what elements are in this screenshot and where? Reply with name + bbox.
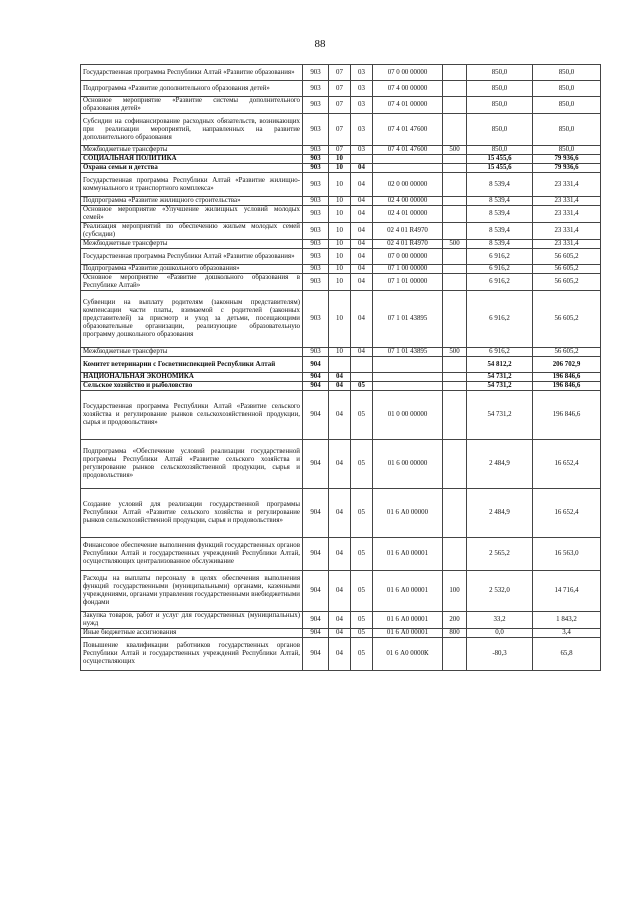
target-code: [373, 382, 443, 391]
target-code: 07 4 01 47600: [373, 146, 443, 155]
target-code: 02 0 00 00000: [373, 173, 443, 197]
table-row: [81, 489, 601, 538]
subsection-code: 04: [351, 240, 373, 249]
row-name: Государственная программа Республики Алтай «Развитие сельского хозяйства и регулирование рынков сельскохозяйственной продукции, сырья и продовольствия»: [81, 391, 303, 440]
expense-type: [443, 357, 467, 373]
page-number: 88: [314, 38, 326, 50]
section-code: 04: [329, 391, 351, 440]
expense-type: [443, 164, 467, 173]
expense-type: 500: [443, 240, 467, 249]
expense-type: [443, 440, 467, 489]
row-name: Создание условий для реализации государственной программы Республики Алтай «Развитие сельского хозяйства и регулирование рынков сельскохозяйственной продукции, сырья и продовольствия»: [81, 489, 303, 538]
section-code: 07: [329, 146, 351, 155]
ministry-code: 903: [303, 274, 329, 291]
target-code: 07 4 00 00000: [373, 81, 443, 97]
table-row: [81, 382, 601, 391]
section-code: 10: [329, 249, 351, 265]
amount-year-2: 23 331,4: [533, 173, 601, 197]
section-code: 07: [329, 114, 351, 146]
row-name: СОЦИАЛЬНАЯ ПОЛИТИКА: [81, 155, 303, 164]
amount-year-2: 23 331,4: [533, 197, 601, 206]
subsection-code: 05: [351, 440, 373, 489]
subsection-code: 03: [351, 97, 373, 114]
budget-table-body: [81, 65, 601, 671]
expense-type: 200: [443, 612, 467, 629]
table-row: [81, 571, 601, 612]
table-row: [81, 638, 601, 671]
subsection-code: 05: [351, 391, 373, 440]
target-code: 02 4 00 00000: [373, 197, 443, 206]
amount-year-1: 850,0: [467, 65, 533, 81]
section-code: 04: [329, 489, 351, 538]
table-row: [81, 206, 601, 223]
row-name: Подпрограмма «Развитие дополнительного образования детей»: [81, 81, 303, 97]
amount-year-1: 8 539,4: [467, 173, 533, 197]
amount-year-2: 850,0: [533, 81, 601, 97]
table-row: [81, 291, 601, 348]
table-row: [81, 223, 601, 240]
subsection-code: 04: [351, 291, 373, 348]
expense-type: [443, 489, 467, 538]
ministry-code: 903: [303, 197, 329, 206]
amount-year-2: 65,8: [533, 638, 601, 671]
row-name: Подпрограмма «Обеспечение условий реализации государственной программы Республики Алтай «Развитие сельского хозяйства и регулирование рынков сельскохозяйственной продукции, сырья и продовольствия»: [81, 440, 303, 489]
ministry-code: 903: [303, 206, 329, 223]
target-code: 01 6 А0 00001: [373, 629, 443, 638]
subsection-code: 05: [351, 638, 373, 671]
target-code: 01 6 А0 00001: [373, 571, 443, 612]
amount-year-2: 196 846,6: [533, 391, 601, 440]
subsection-code: [351, 357, 373, 373]
target-code: 01 6 А0 00001: [373, 612, 443, 629]
section-code: 04: [329, 612, 351, 629]
amount-year-2: 850,0: [533, 146, 601, 155]
amount-year-1: 850,0: [467, 97, 533, 114]
budget-table: [80, 64, 601, 671]
target-code: 01 0 00 00000: [373, 391, 443, 440]
table-row: [81, 146, 601, 155]
target-code: 07 1 01 43895: [373, 291, 443, 348]
ministry-code: 903: [303, 65, 329, 81]
expense-type: [443, 173, 467, 197]
row-name: Основное мероприятие «Развитие системы дополнительного образования детей»: [81, 97, 303, 114]
row-name: Межбюджетные трансферты: [81, 146, 303, 155]
table-row: [81, 538, 601, 571]
target-code: 01 6 А0 0000К: [373, 638, 443, 671]
target-code: 01 6 00 00000: [373, 440, 443, 489]
row-name: Субсидии на софинансирование расходных обязательств, возникающих при реализации мероприятий, направленных на развитие дополнительного образования: [81, 114, 303, 146]
amount-year-2: 56 605,2: [533, 291, 601, 348]
amount-year-2: 14 716,4: [533, 571, 601, 612]
table-row: [81, 155, 601, 164]
expense-type: 800: [443, 629, 467, 638]
section-code: 04: [329, 373, 351, 382]
row-name: Подпрограмма «Развитие дошкольного образования»: [81, 265, 303, 274]
ministry-code: 904: [303, 538, 329, 571]
amount-year-1: 6 916,2: [467, 249, 533, 265]
amount-year-1: 0,0: [467, 629, 533, 638]
amount-year-1: 54 731,2: [467, 382, 533, 391]
amount-year-1: 8 539,4: [467, 240, 533, 249]
amount-year-1: 6 916,2: [467, 274, 533, 291]
ministry-code: 903: [303, 81, 329, 97]
amount-year-1: 8 539,4: [467, 197, 533, 206]
row-name: Иные бюджетные ассигнования: [81, 629, 303, 638]
amount-year-1: 2 532,0: [467, 571, 533, 612]
table-row: [81, 348, 601, 357]
row-name: Основное мероприятие «Улучшение жилищных условий молодых семей»: [81, 206, 303, 223]
section-code: 04: [329, 629, 351, 638]
ministry-code: 903: [303, 114, 329, 146]
ministry-code: 904: [303, 391, 329, 440]
subsection-code: 04: [351, 265, 373, 274]
row-name: Сельское хозяйство и рыболовство: [81, 382, 303, 391]
subsection-code: 04: [351, 249, 373, 265]
target-code: 07 1 00 00000: [373, 265, 443, 274]
table-row: [81, 373, 601, 382]
subsection-code: 05: [351, 612, 373, 629]
expense-type: [443, 638, 467, 671]
row-name: Повышение квалификации работников государственных органов Республики Алтай и государственных учреждений Республики Алтай, осуществляющих: [81, 638, 303, 671]
ministry-code: 904: [303, 629, 329, 638]
target-code: [373, 155, 443, 164]
ministry-code: 904: [303, 489, 329, 538]
amount-year-2: 3,4: [533, 629, 601, 638]
amount-year-2: 16 652,4: [533, 489, 601, 538]
ministry-code: 903: [303, 155, 329, 164]
section-code: 07: [329, 65, 351, 81]
ministry-code: 904: [303, 612, 329, 629]
subsection-code: 04: [351, 206, 373, 223]
subsection-code: 05: [351, 382, 373, 391]
target-code: 02 4 01 R4970: [373, 223, 443, 240]
expense-type: [443, 114, 467, 146]
ministry-code: 904: [303, 382, 329, 391]
section-code: 10: [329, 240, 351, 249]
expense-type: [443, 223, 467, 240]
target-code: 02 4 01 R4970: [373, 240, 443, 249]
row-name: Межбюджетные трансферты: [81, 348, 303, 357]
amount-year-2: 16 563,0: [533, 538, 601, 571]
target-code: 07 4 01 00000: [373, 97, 443, 114]
expense-type: [443, 291, 467, 348]
table-row: [81, 97, 601, 114]
expense-type: [443, 382, 467, 391]
expense-type: [443, 249, 467, 265]
expense-type: 500: [443, 348, 467, 357]
row-name: Государственная программа Республики Алтай «Развитие жилищно-коммунального и транспортного комплекса»: [81, 173, 303, 197]
amount-year-1: 2 484,9: [467, 489, 533, 538]
row-name: Основное мероприятие «Развитие дошкольного образования в Республике Алтай»: [81, 274, 303, 291]
amount-year-1: 2 484,9: [467, 440, 533, 489]
row-name: Государственная программа Республики Алтай «Развитие образования»: [81, 65, 303, 81]
table-row: [81, 81, 601, 97]
amount-year-1: -80,3: [467, 638, 533, 671]
section-code: 10: [329, 206, 351, 223]
ministry-code: 903: [303, 173, 329, 197]
ministry-code: 903: [303, 223, 329, 240]
amount-year-2: 23 331,4: [533, 206, 601, 223]
amount-year-1: 54 731,2: [467, 373, 533, 382]
subsection-code: 05: [351, 629, 373, 638]
amount-year-2: 56 605,2: [533, 249, 601, 265]
table-row: [81, 440, 601, 489]
section-code: 07: [329, 97, 351, 114]
table-row: [81, 391, 601, 440]
section-code: 10: [329, 265, 351, 274]
table-row: [81, 249, 601, 265]
amount-year-1: 54 731,2: [467, 391, 533, 440]
amount-year-1: 54 812,2: [467, 357, 533, 373]
row-name: Охрана семьи и детства: [81, 164, 303, 173]
ministry-code: 904: [303, 373, 329, 382]
expense-type: 100: [443, 571, 467, 612]
expense-type: [443, 373, 467, 382]
expense-type: [443, 538, 467, 571]
subsection-code: 04: [351, 348, 373, 357]
subsection-code: 04: [351, 173, 373, 197]
ministry-code: 903: [303, 146, 329, 155]
expense-type: [443, 391, 467, 440]
section-code: 10: [329, 197, 351, 206]
amount-year-2: 56 605,2: [533, 265, 601, 274]
table-row: [81, 240, 601, 249]
expense-type: [443, 81, 467, 97]
ministry-code: 904: [303, 638, 329, 671]
expense-type: [443, 274, 467, 291]
table-row: [81, 65, 601, 81]
expense-type: [443, 197, 467, 206]
ministry-code: 903: [303, 291, 329, 348]
amount-year-2: 23 331,4: [533, 223, 601, 240]
section-code: 10: [329, 223, 351, 240]
section-code: 07: [329, 81, 351, 97]
row-name: Подпрограмма «Развитие жилищного строительства»: [81, 197, 303, 206]
subsection-code: 04: [351, 164, 373, 173]
section-code: 04: [329, 538, 351, 571]
subsection-code: 05: [351, 489, 373, 538]
amount-year-1: 850,0: [467, 114, 533, 146]
amount-year-2: 206 702,9: [533, 357, 601, 373]
target-code: 07 1 01 43895: [373, 348, 443, 357]
section-code: 04: [329, 638, 351, 671]
amount-year-1: 2 565,2: [467, 538, 533, 571]
table-row: [81, 265, 601, 274]
target-code: 01 6 А0 00001: [373, 538, 443, 571]
row-name: Закупка товаров, работ и услуг для государственных (муниципальных) нужд: [81, 612, 303, 629]
amount-year-1: 850,0: [467, 146, 533, 155]
section-code: 10: [329, 164, 351, 173]
ministry-code: 903: [303, 348, 329, 357]
table-row: [81, 274, 601, 291]
ministry-code: 903: [303, 97, 329, 114]
ministry-code: 904: [303, 357, 329, 373]
row-name: Комитет ветеринарии с Госветинспекцией Республики Алтай: [81, 357, 303, 373]
ministry-code: 903: [303, 240, 329, 249]
section-code: 10: [329, 274, 351, 291]
expense-type: [443, 155, 467, 164]
amount-year-1: 6 916,2: [467, 348, 533, 357]
amount-year-2: 79 936,6: [533, 164, 601, 173]
target-code: 02 4 01 00000: [373, 206, 443, 223]
row-name: Субвенции на выплату родителям (законным представителям) компенсации части платы, взимаемой с родителей (законных представителей) за присмотр и уход за детьми, посещающими образовательные организации, реализующие образовательную программу дошкольного образования: [81, 291, 303, 348]
target-code: [373, 357, 443, 373]
amount-year-2: 196 846,6: [533, 382, 601, 391]
section-code: 10: [329, 173, 351, 197]
section-code: 04: [329, 440, 351, 489]
table-row: [81, 197, 601, 206]
ministry-code: 904: [303, 571, 329, 612]
subsection-code: 03: [351, 81, 373, 97]
subsection-code: 03: [351, 65, 373, 81]
expense-type: [443, 97, 467, 114]
row-name: Расходы на выплаты персоналу в целях обеспечения выполнения функций государственными (муниципальными) органами, казенными учреждениями, органами управления государственными внебюджетными фондами: [81, 571, 303, 612]
subsection-code: [351, 373, 373, 382]
row-name: Реализация мероприятий по обеспечению жильем молодых семей (субсидии): [81, 223, 303, 240]
table-row: [81, 173, 601, 197]
subsection-code: 05: [351, 571, 373, 612]
row-name: Финансовое обеспечение выполнения функций государственных органов Республики Алтай и государственных учреждений Республики Алтай, осуществляющих централизованное обслуживание: [81, 538, 303, 571]
expense-type: [443, 265, 467, 274]
section-code: 10: [329, 155, 351, 164]
subsection-code: [351, 155, 373, 164]
section-code: 10: [329, 348, 351, 357]
ministry-code: 903: [303, 265, 329, 274]
amount-year-1: 15 455,6: [467, 164, 533, 173]
amount-year-2: 196 846,6: [533, 373, 601, 382]
target-code: 07 0 00 00000: [373, 249, 443, 265]
amount-year-2: 16 652,4: [533, 440, 601, 489]
amount-year-2: 56 605,2: [533, 348, 601, 357]
table-row: [81, 164, 601, 173]
table-row: [81, 612, 601, 629]
amount-year-2: 850,0: [533, 114, 601, 146]
amount-year-1: 6 916,2: [467, 265, 533, 274]
target-code: 07 1 01 00000: [373, 274, 443, 291]
expense-type: [443, 206, 467, 223]
target-code: 07 4 01 47600: [373, 114, 443, 146]
ministry-code: 904: [303, 440, 329, 489]
amount-year-2: 56 605,2: [533, 274, 601, 291]
target-code: [373, 373, 443, 382]
table-row: [81, 629, 601, 638]
section-code: 04: [329, 571, 351, 612]
expense-type: [443, 65, 467, 81]
subsection-code: 04: [351, 274, 373, 291]
amount-year-2: 1 843,2: [533, 612, 601, 629]
amount-year-1: 33,2: [467, 612, 533, 629]
ministry-code: 903: [303, 249, 329, 265]
target-code: [373, 164, 443, 173]
table-row: [81, 114, 601, 146]
expense-type: 500: [443, 146, 467, 155]
amount-year-2: 79 936,6: [533, 155, 601, 164]
ministry-code: 903: [303, 164, 329, 173]
row-name: Государственная программа Республики Алтай «Развитие образования»: [81, 249, 303, 265]
section-code: [329, 357, 351, 373]
subsection-code: 04: [351, 223, 373, 240]
section-code: 10: [329, 291, 351, 348]
table-row: [81, 357, 601, 373]
amount-year-1: 15 455,6: [467, 155, 533, 164]
row-name: НАЦИОНАЛЬНАЯ ЭКОНОМИКА: [81, 373, 303, 382]
row-name: Межбюджетные трансферты: [81, 240, 303, 249]
amount-year-1: 8 539,4: [467, 223, 533, 240]
subsection-code: 03: [351, 114, 373, 146]
target-code: 01 6 А0 00000: [373, 489, 443, 538]
amount-year-1: 8 539,4: [467, 206, 533, 223]
amount-year-2: 23 331,4: [533, 240, 601, 249]
subsection-code: 05: [351, 538, 373, 571]
target-code: 07 0 00 00000: [373, 65, 443, 81]
subsection-code: 04: [351, 197, 373, 206]
section-code: 04: [329, 382, 351, 391]
amount-year-1: 6 916,2: [467, 291, 533, 348]
amount-year-2: 850,0: [533, 65, 601, 81]
subsection-code: 03: [351, 146, 373, 155]
amount-year-2: 850,0: [533, 97, 601, 114]
amount-year-1: 850,0: [467, 81, 533, 97]
